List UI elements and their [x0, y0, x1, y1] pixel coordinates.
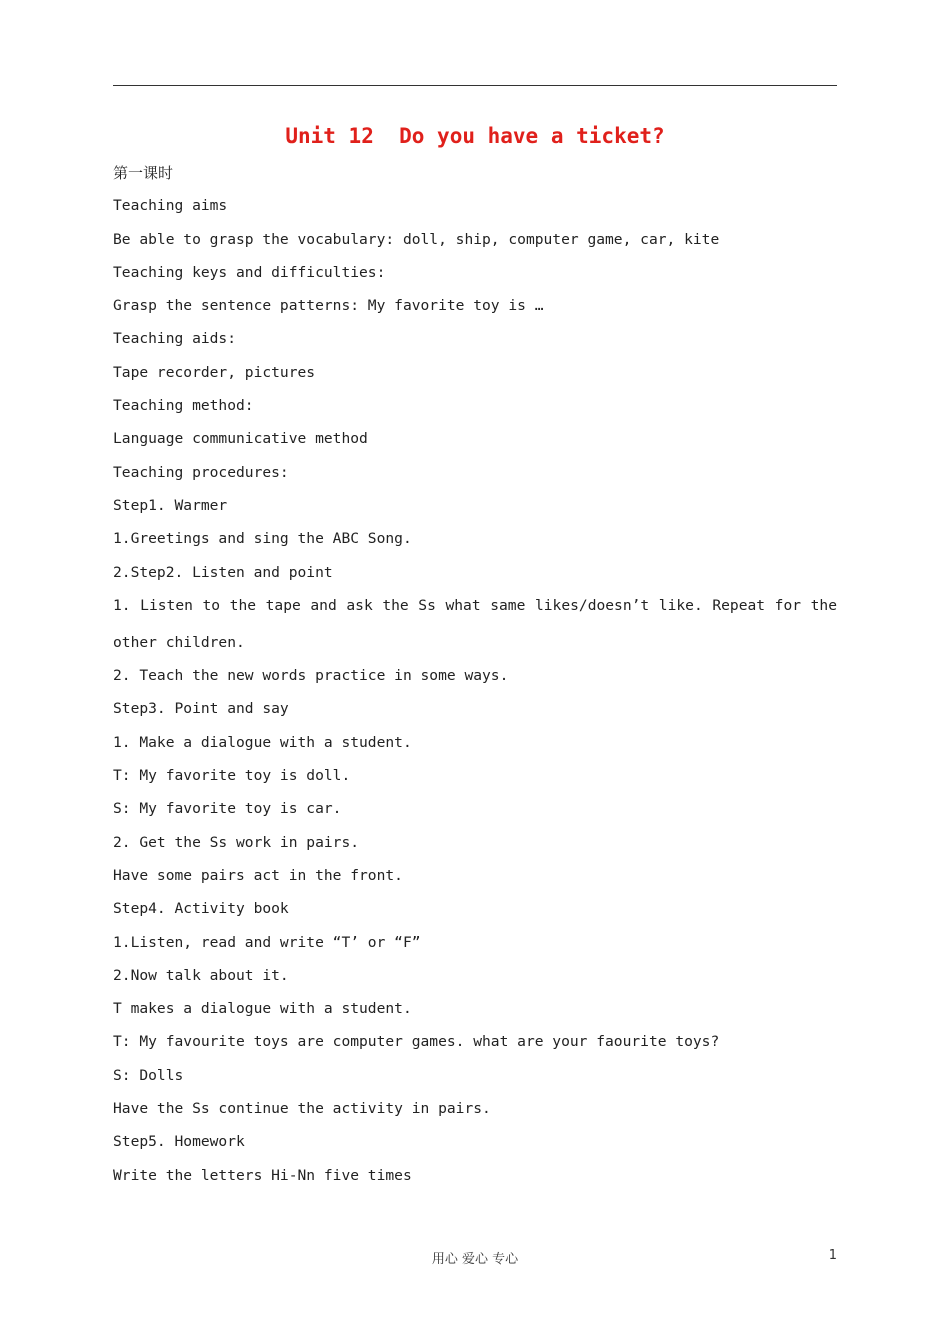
- text-line: 2. Teach the new words practice in some ways.: [113, 667, 509, 685]
- text-line: Teaching procedures:: [113, 463, 289, 481]
- text-line: Step3. Point and say: [113, 700, 289, 718]
- text-line: Teaching keys and difficulties:: [113, 263, 386, 281]
- text-line: Have the Ss continue the activity in pairs.: [113, 1100, 491, 1118]
- text-line: Tape recorder, pictures: [113, 363, 316, 381]
- text-line: Teaching aids:: [113, 330, 237, 348]
- text-line: Teaching method:: [113, 397, 254, 415]
- header-rule: [113, 85, 837, 86]
- text-line: 1. Make a dialogue with a student.: [113, 733, 412, 751]
- text-line: Step4. Activity book: [113, 900, 289, 918]
- text-line: 2.Now talk about it.: [113, 966, 289, 984]
- page-number: 1: [828, 1248, 837, 1263]
- text-line: 1.Greetings and sing the ABC Song.: [113, 530, 412, 548]
- text-line: Grasp the sentence patterns: My favorite toy is …: [113, 297, 544, 315]
- text-line-justified: 1. Listen to the tape and ask the Ss what same likes/doesn’t like. Repeat for the: [113, 596, 837, 614]
- text-line: Step1. Warmer: [113, 496, 228, 514]
- text-line: 2. Get the Ss work in pairs.: [113, 833, 360, 851]
- text-line: S: My favorite toy is car.: [113, 800, 342, 818]
- text-line: 2.Step2. Listen and point: [113, 563, 333, 581]
- page-title: Unit 12 Do you have a ticket?: [285, 124, 665, 148]
- text-line: 1.Listen, read and write “T’ or “F”: [113, 933, 421, 951]
- text-line: Write the letters Hi-Nn five times: [113, 1166, 412, 1184]
- text-line: T: My favourite toys are computer games. what are your faourite toys?: [113, 1033, 720, 1051]
- text-line: Step5. Homework: [113, 1133, 245, 1151]
- text-line: T: My favorite toy is doll.: [113, 767, 351, 785]
- text-line: T makes a dialogue with a student.: [113, 1000, 412, 1018]
- document-body: [113, 160, 837, 1196]
- text-line: S: Dolls: [113, 1066, 184, 1084]
- text-line: Teaching aims: [113, 197, 228, 215]
- page-footer: 用心 爱心 专心: [431, 1252, 519, 1267]
- text-line: Have some pairs act in the front.: [113, 866, 403, 884]
- text-line: Be able to grasp the vocabulary: doll, ship, computer game, car, kite: [113, 230, 720, 248]
- text-line: other children.: [113, 633, 245, 651]
- text-line: Language communicative method: [113, 430, 368, 448]
- lesson-label: 第一课时: [113, 164, 174, 182]
